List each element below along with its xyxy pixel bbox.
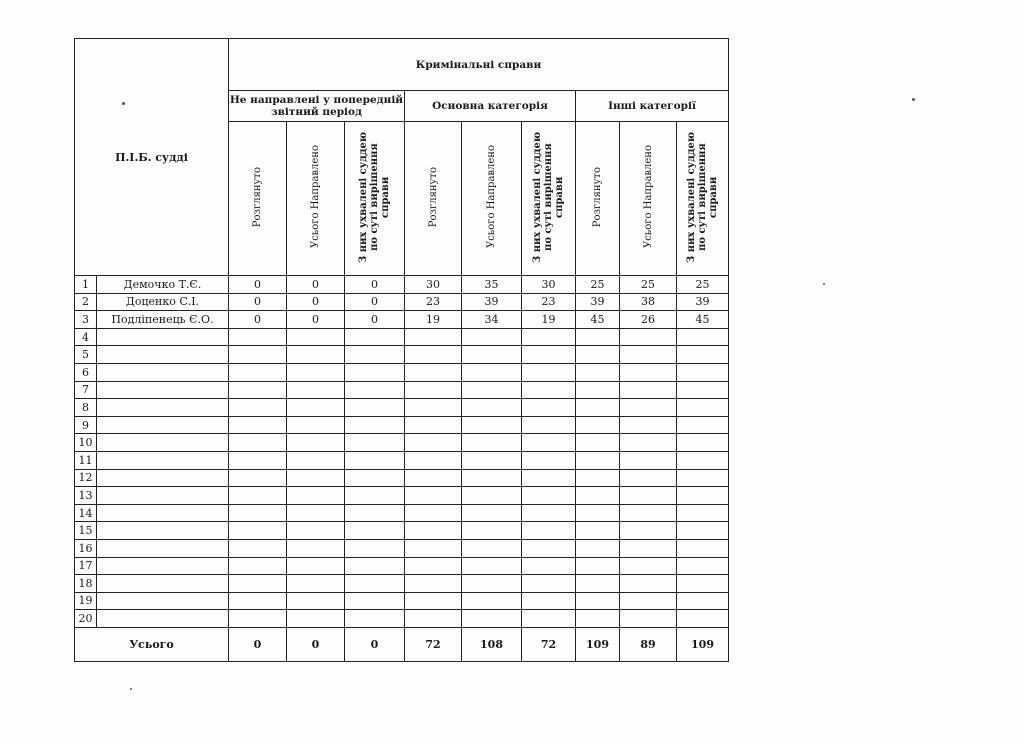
table-row xyxy=(75,381,729,399)
value-cell xyxy=(620,610,677,628)
value-cell xyxy=(620,381,677,399)
value-cell xyxy=(576,399,620,417)
value-cell xyxy=(677,592,729,610)
value-cell: 45 xyxy=(677,311,729,329)
scan-speck xyxy=(823,283,825,285)
value-cell xyxy=(576,346,620,364)
value-cell xyxy=(576,539,620,557)
table-row xyxy=(75,539,729,557)
value-cell xyxy=(345,328,405,346)
row-number: 18 xyxy=(75,575,97,593)
table-row xyxy=(75,610,729,628)
value-cell xyxy=(522,416,576,434)
value-cell xyxy=(677,416,729,434)
value-cell xyxy=(522,363,576,381)
value-cell xyxy=(576,592,620,610)
value-cell xyxy=(287,363,345,381)
table-row xyxy=(75,434,729,452)
value-cell xyxy=(620,451,677,469)
value-cell xyxy=(677,522,729,540)
total-cell: 89 xyxy=(620,627,677,661)
value-cell xyxy=(229,363,287,381)
row-number: 4 xyxy=(75,328,97,346)
value-cell xyxy=(620,416,677,434)
value-cell xyxy=(462,328,522,346)
table-row xyxy=(75,504,729,522)
value-cell xyxy=(405,557,462,575)
table-row xyxy=(75,592,729,610)
value-cell xyxy=(345,610,405,628)
value-cell: 30 xyxy=(522,276,576,294)
table-row xyxy=(75,451,729,469)
value-cell xyxy=(576,451,620,469)
value-cell xyxy=(462,487,522,505)
value-cell xyxy=(576,557,620,575)
table-row xyxy=(75,469,729,487)
value-cell xyxy=(405,592,462,610)
value-cell xyxy=(405,451,462,469)
total-cell: 109 xyxy=(677,627,729,661)
value-cell xyxy=(229,381,287,399)
value-cell xyxy=(287,328,345,346)
value-cell xyxy=(345,487,405,505)
value-cell xyxy=(462,434,522,452)
row-number: 2 xyxy=(75,293,97,311)
value-cell xyxy=(462,557,522,575)
value-cell xyxy=(576,610,620,628)
value-cell xyxy=(522,504,576,522)
value-cell xyxy=(287,381,345,399)
value-cell xyxy=(229,575,287,593)
value-cell xyxy=(405,328,462,346)
value-cell xyxy=(405,504,462,522)
value-cell xyxy=(229,328,287,346)
value-cell xyxy=(576,416,620,434)
value-cell: 39 xyxy=(677,293,729,311)
value-cell xyxy=(576,575,620,593)
value-cell: 35 xyxy=(462,276,522,294)
table-row xyxy=(75,328,729,346)
value-cell: 25 xyxy=(620,276,677,294)
table-row xyxy=(75,346,729,364)
name-column-header xyxy=(75,39,229,276)
value-cell xyxy=(620,575,677,593)
judge-name xyxy=(97,575,229,593)
value-cell xyxy=(677,539,729,557)
value-cell xyxy=(229,487,287,505)
value-cell xyxy=(345,539,405,557)
judge-name xyxy=(97,504,229,522)
value-cell xyxy=(405,522,462,540)
subgroup-header-main-category: Основна категорія xyxy=(405,91,576,122)
value-cell xyxy=(229,592,287,610)
row-number: 11 xyxy=(75,451,97,469)
judge-name xyxy=(97,381,229,399)
total-row xyxy=(75,627,729,661)
col-header: З них ухвалені суддею по суті вирішення справи xyxy=(677,122,729,276)
value-cell xyxy=(620,557,677,575)
value-cell xyxy=(522,434,576,452)
value-cell xyxy=(620,434,677,452)
col-header: Усього Направлено xyxy=(287,122,345,276)
value-cell xyxy=(287,592,345,610)
row-number: 10 xyxy=(75,434,97,452)
value-cell xyxy=(345,416,405,434)
value-cell: 0 xyxy=(345,276,405,294)
value-cell xyxy=(229,346,287,364)
judge-name: Демочко Т.Є. xyxy=(97,276,229,294)
row-number: 20 xyxy=(75,610,97,628)
value-cell xyxy=(229,434,287,452)
value-cell xyxy=(345,346,405,364)
value-cell xyxy=(462,363,522,381)
value-cell xyxy=(677,557,729,575)
value-cell xyxy=(522,399,576,417)
value-cell xyxy=(522,539,576,557)
value-cell xyxy=(522,451,576,469)
value-cell: 19 xyxy=(405,311,462,329)
judge-name xyxy=(97,487,229,505)
value-cell xyxy=(405,399,462,417)
total-label: Усього xyxy=(75,627,229,661)
value-cell xyxy=(620,469,677,487)
value-cell xyxy=(345,363,405,381)
judge-name xyxy=(97,434,229,452)
value-cell: 0 xyxy=(287,293,345,311)
col-header: Усього Направлено xyxy=(620,122,677,276)
table-row xyxy=(75,416,729,434)
col-header: Розглянуто xyxy=(405,122,462,276)
value-cell xyxy=(229,557,287,575)
value-cell: 0 xyxy=(345,311,405,329)
value-cell: 19 xyxy=(522,311,576,329)
judge-name xyxy=(97,592,229,610)
value-cell: 23 xyxy=(405,293,462,311)
value-cell xyxy=(229,469,287,487)
judge-name xyxy=(97,539,229,557)
value-cell xyxy=(462,504,522,522)
value-cell xyxy=(462,399,522,417)
table-row xyxy=(75,575,729,593)
value-cell xyxy=(677,346,729,364)
value-cell: 30 xyxy=(405,276,462,294)
table-row xyxy=(75,399,729,417)
value-cell xyxy=(229,539,287,557)
value-cell: 38 xyxy=(620,293,677,311)
value-cell xyxy=(345,469,405,487)
value-cell xyxy=(287,522,345,540)
value-cell xyxy=(677,363,729,381)
value-cell xyxy=(345,399,405,417)
value-cell: 0 xyxy=(229,293,287,311)
value-cell xyxy=(287,539,345,557)
group-header xyxy=(229,39,729,91)
value-cell xyxy=(620,346,677,364)
value-cell xyxy=(405,434,462,452)
row-number: 1 xyxy=(75,276,97,294)
value-cell xyxy=(462,469,522,487)
value-cell xyxy=(522,557,576,575)
row-number: 13 xyxy=(75,487,97,505)
value-cell xyxy=(522,522,576,540)
value-cell xyxy=(677,399,729,417)
table-row xyxy=(75,522,729,540)
value-cell xyxy=(677,504,729,522)
row-number: 15 xyxy=(75,522,97,540)
value-cell xyxy=(405,416,462,434)
value-cell xyxy=(677,575,729,593)
value-cell xyxy=(677,487,729,505)
total-cell: 72 xyxy=(405,627,462,661)
value-cell xyxy=(287,451,345,469)
judge-name xyxy=(97,328,229,346)
value-cell xyxy=(405,487,462,505)
row-number: 6 xyxy=(75,363,97,381)
judge-name xyxy=(97,557,229,575)
value-cell xyxy=(462,539,522,557)
col-header: З них ухвалені суддею по суті вирішення справи xyxy=(345,122,405,276)
value-cell: 0 xyxy=(229,276,287,294)
value-cell xyxy=(462,381,522,399)
value-cell xyxy=(620,363,677,381)
value-cell: 45 xyxy=(576,311,620,329)
col-header: Розглянуто xyxy=(576,122,620,276)
row-number: 17 xyxy=(75,557,97,575)
table-row xyxy=(75,363,729,381)
row-number: 19 xyxy=(75,592,97,610)
value-cell xyxy=(405,381,462,399)
table-row xyxy=(75,487,729,505)
row-number: 3 xyxy=(75,311,97,329)
total-cell: 0 xyxy=(287,627,345,661)
name-column-title: П.І.Б. судді xyxy=(115,150,188,164)
value-cell xyxy=(462,592,522,610)
value-cell xyxy=(462,416,522,434)
value-cell xyxy=(345,557,405,575)
row-number: 14 xyxy=(75,504,97,522)
value-cell xyxy=(229,399,287,417)
value-cell xyxy=(576,381,620,399)
value-cell: 39 xyxy=(462,293,522,311)
value-cell xyxy=(287,399,345,417)
value-cell xyxy=(522,610,576,628)
value-cell: 0 xyxy=(287,276,345,294)
value-cell xyxy=(462,451,522,469)
value-cell xyxy=(345,434,405,452)
total-cell: 0 xyxy=(229,627,287,661)
value-cell xyxy=(229,504,287,522)
subgroup-header-other-categories: Інші категорії xyxy=(576,91,729,122)
value-cell xyxy=(405,363,462,381)
value-cell xyxy=(522,381,576,399)
value-cell xyxy=(620,504,677,522)
value-cell xyxy=(677,610,729,628)
value-cell xyxy=(522,592,576,610)
value-cell xyxy=(287,416,345,434)
row-number: 16 xyxy=(75,539,97,557)
table-row xyxy=(75,557,729,575)
judge-name xyxy=(97,416,229,434)
value-cell xyxy=(345,592,405,610)
table-row xyxy=(75,311,729,329)
col-header: Усього Направлено xyxy=(462,122,522,276)
value-cell: 0 xyxy=(229,311,287,329)
scan-speck xyxy=(130,688,132,690)
value-cell xyxy=(522,346,576,364)
judge-name xyxy=(97,399,229,417)
value-cell xyxy=(345,575,405,593)
judge-name xyxy=(97,469,229,487)
value-cell xyxy=(345,504,405,522)
value-cell xyxy=(405,469,462,487)
value-cell xyxy=(405,610,462,628)
value-cell xyxy=(677,469,729,487)
value-cell xyxy=(287,504,345,522)
value-cell xyxy=(229,451,287,469)
scan-speck xyxy=(912,98,915,101)
value-cell xyxy=(576,522,620,540)
value-cell xyxy=(576,504,620,522)
value-cell xyxy=(576,363,620,381)
col-header: Розглянуто xyxy=(229,122,287,276)
total-cell: 108 xyxy=(462,627,522,661)
row-number: 8 xyxy=(75,399,97,417)
value-cell xyxy=(462,610,522,628)
judge-name xyxy=(97,522,229,540)
value-cell xyxy=(287,575,345,593)
value-cell xyxy=(677,328,729,346)
value-cell: 39 xyxy=(576,293,620,311)
judge-name xyxy=(97,346,229,364)
value-cell xyxy=(405,575,462,593)
value-cell xyxy=(345,522,405,540)
judges-criminal-cases-table xyxy=(74,38,729,662)
value-cell xyxy=(522,469,576,487)
value-cell xyxy=(405,346,462,364)
value-cell xyxy=(405,539,462,557)
value-cell xyxy=(462,575,522,593)
value-cell xyxy=(287,487,345,505)
value-cell xyxy=(576,434,620,452)
value-cell xyxy=(677,451,729,469)
value-cell xyxy=(287,346,345,364)
row-number: 7 xyxy=(75,381,97,399)
value-cell: 23 xyxy=(522,293,576,311)
row-number: 12 xyxy=(75,469,97,487)
value-cell: 25 xyxy=(677,276,729,294)
value-cell xyxy=(620,487,677,505)
value-cell xyxy=(620,539,677,557)
value-cell: 25 xyxy=(576,276,620,294)
value-cell xyxy=(576,469,620,487)
value-cell xyxy=(522,487,576,505)
value-cell xyxy=(677,381,729,399)
value-cell xyxy=(522,575,576,593)
total-cell: 72 xyxy=(522,627,576,661)
value-cell: 34 xyxy=(462,311,522,329)
scan-speck xyxy=(122,102,125,105)
col-header: З них ухвалені суддею по суті вирішення справи xyxy=(522,122,576,276)
judge-name: Подліпенець Є.О. xyxy=(97,311,229,329)
value-cell: 26 xyxy=(620,311,677,329)
judge-name: Доценко С.І. xyxy=(97,293,229,311)
value-cell xyxy=(287,557,345,575)
value-cell xyxy=(462,346,522,364)
value-cell xyxy=(462,522,522,540)
row-number: 5 xyxy=(75,346,97,364)
value-cell xyxy=(287,434,345,452)
subgroup-header-previous-period: Не направлені у попередній звітний період xyxy=(229,91,405,122)
value-cell xyxy=(287,610,345,628)
judge-name xyxy=(97,451,229,469)
table-row xyxy=(75,276,729,294)
value-cell xyxy=(620,399,677,417)
judge-name xyxy=(97,363,229,381)
value-cell: 0 xyxy=(345,293,405,311)
value-cell xyxy=(345,451,405,469)
value-cell xyxy=(287,469,345,487)
value-cell xyxy=(229,522,287,540)
table-row xyxy=(75,293,729,311)
value-cell xyxy=(345,381,405,399)
value-cell xyxy=(620,328,677,346)
value-cell xyxy=(229,610,287,628)
row-number: 9 xyxy=(75,416,97,434)
judge-name xyxy=(97,610,229,628)
total-cell: 109 xyxy=(576,627,620,661)
value-cell xyxy=(229,416,287,434)
value-cell: 0 xyxy=(287,311,345,329)
group-title: Кримінальні справи xyxy=(415,58,542,71)
value-cell xyxy=(576,328,620,346)
value-cell xyxy=(677,434,729,452)
value-cell xyxy=(522,328,576,346)
total-cell: 0 xyxy=(345,627,405,661)
value-cell xyxy=(620,522,677,540)
value-cell xyxy=(620,592,677,610)
value-cell xyxy=(576,487,620,505)
